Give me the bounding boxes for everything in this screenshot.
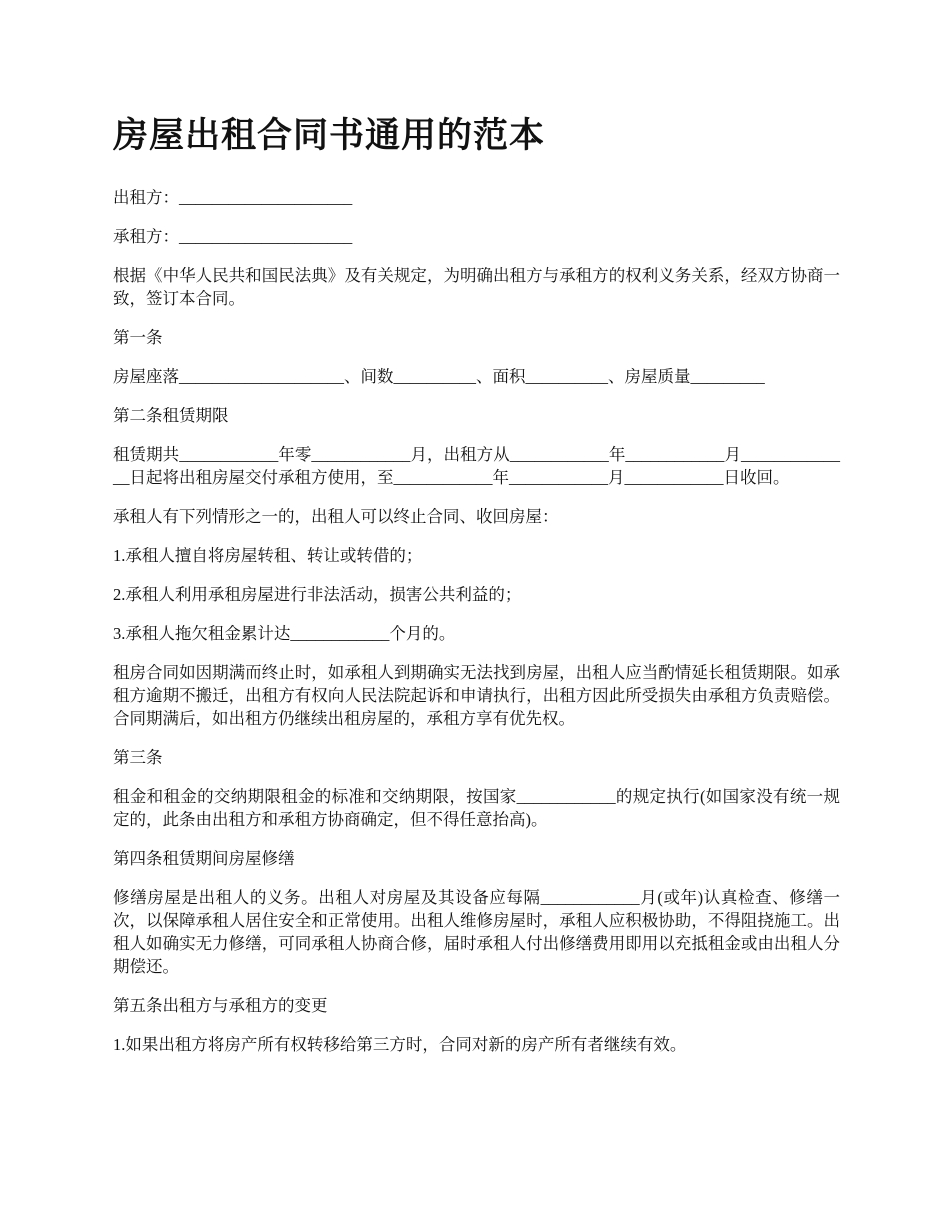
article-4-heading: 第四条租赁期间房屋修缮 xyxy=(113,849,295,868)
article-3-body: 租金和租金的交纳期限租金的标准和交纳期限，按国家____________的规定执行(如国家没有统一规定的，此条由出租方和承租方协商确定，但不得任意抬高)。 xyxy=(113,787,840,829)
article-2-body: 租赁期共____________年零____________月，出租方从____________年____________月______________日起将出租房屋交付承租方使用，至____________年____________月____________日收回。 xyxy=(113,445,840,487)
termination-intro: 承租人有下列情形之一的，出租人可以终止合同、收回房屋： xyxy=(113,507,559,526)
article-1-heading: 第一条 xyxy=(113,328,163,347)
article-5-heading: 第五条出租方与承租方的变更 xyxy=(113,996,328,1015)
lessor-line: 出租方：_____________________ xyxy=(113,188,353,207)
termination-item-1: 1.承租人擅自将房屋转租、转让或转借的； xyxy=(113,546,423,565)
lessee-line: 承租方：_____________________ xyxy=(113,227,353,246)
article-2-heading: 第二条租赁期限 xyxy=(113,406,229,425)
document-title: 房屋出租合同书通用的范本 xyxy=(113,116,546,156)
article-3-heading: 第三条 xyxy=(113,748,163,767)
expiry-clause: 租房合同如因期满而终止时，如承租人到期确实无法找到房屋，出租人应当酌情延长租赁期限。如承租方逾期不搬迁，出租方有权向人民法院起诉和申请执行，出租方因此所受损失由承租方负责赔偿。合同期满后，如出租方仍继续出租房屋的，承租方享有优先权。 xyxy=(113,663,840,728)
article-1-body: 房屋座落____________________、间数__________、面积__________、房屋质量_________ xyxy=(113,367,765,386)
termination-item-3: 3.承租人拖欠租金累计达____________个月的。 xyxy=(113,624,456,643)
article-5-item-1: 1.如果出租方将房产所有权转移给第三方时，合同对新的房产所有者继续有效。 xyxy=(113,1035,687,1054)
termination-item-2: 2.承租人利用承租房屋进行非法活动，损害公共利益的； xyxy=(113,585,522,604)
article-4-body: 修缮房屋是出租人的义务。出租人对房屋及其设备应每隔____________月(或年)认真检查、修缮一次，以保障承租人居住安全和正常使用。出租人维修房屋时，承租人应积极协助，不得阻挠施工。出租人如确实无力修缮，可同承租人协商合修，届时承租人付出修缮费用即用以充抵租金或由出租人分期偿还。 xyxy=(113,888,840,976)
document-page xyxy=(113,112,840,1072)
preamble: 根据《中华人民共和国民法典》及有关规定，为明确出租方与承租方的权利义务关系，经双方协商一致，签订本合同。 xyxy=(113,266,840,308)
